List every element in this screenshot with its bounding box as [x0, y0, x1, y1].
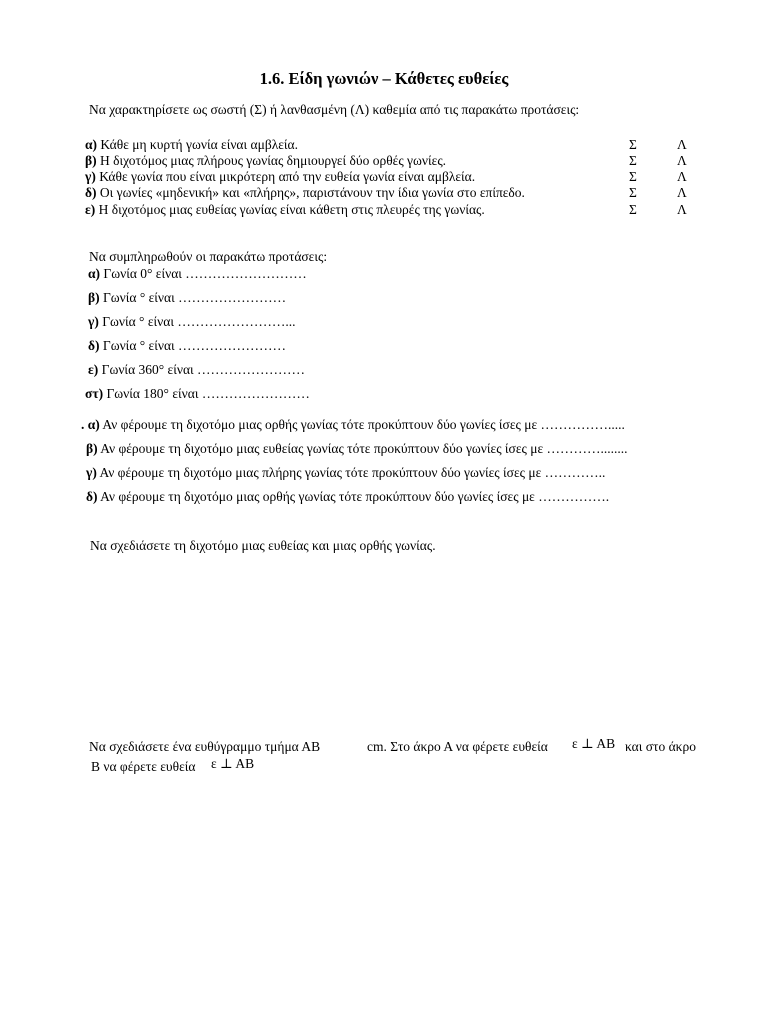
tf-item-text: Οι γωνίες «μηδενική» και «πλήρης», παριστάνουν την ίδια γωνία στο επίπεδο. [99, 185, 525, 200]
tf-true-mark[interactable]: Σ [629, 169, 637, 184]
tf-item-label: α) [85, 137, 98, 152]
tf-item-text: Η διχοτόμος μιας πλήρους γωνίας δημιουργεί δύο ορθές γωνίες. [99, 153, 447, 168]
tf-item-c [85, 169, 475, 185]
bisector-item-label: β) [86, 441, 98, 456]
fill-item-text: Γωνία ° είναι ……………………... [102, 314, 296, 329]
draw-bisector-instruction: Να σχεδιάσετε τη διχοτόμο μιας ευθείας και μιας ορθής γωνίας. [90, 538, 436, 553]
fill-item-text: Γωνία 0° είναι ……………………… [103, 266, 307, 281]
tf-item-label: δ) [85, 185, 97, 200]
tf-false-mark[interactable]: Λ [677, 137, 687, 152]
fill-intro: Να συμπληρωθούν οι παρακάτω προτάσεις: [89, 249, 328, 264]
tf-true-mark[interactable]: Σ [629, 153, 637, 168]
fill-item-f[interactable] [85, 386, 310, 402]
bisector-item-text: Αν φέρουμε τη διχοτόμο μιας ορθής γωνίας τότε προκύπτουν δύο γωνίες ίσες με ……………..... [102, 417, 625, 432]
fill-item-label: α) [88, 266, 101, 281]
bisector-item-label: α) [87, 417, 100, 432]
bisector-item-text: Αν φέρουμε τη διχοτόμο μιας πλήρης γωνίας τότε προκύπτουν δύο γωνίες ίσες με ………….. [99, 465, 606, 480]
fill-item-a[interactable] [88, 266, 307, 282]
bisector-item-a[interactable] [81, 417, 625, 433]
tf-item-b [85, 153, 446, 169]
tf-intro: Να χαρακτηρίσετε ως σωστή (Σ) ή λανθασμένη (Λ) καθεμία από τις παρακάτω προτάσεις: [89, 102, 580, 117]
fill-item-text: Γωνία ° είναι …………………… [102, 290, 287, 305]
bisector-item-b[interactable] [86, 441, 628, 457]
draw-segment-part1: Να σχεδιάσετε ένα ευθύγραμμο τμήμα ΑΒ [89, 739, 321, 754]
bisector-item-c[interactable] [86, 465, 605, 481]
bisector-item-d[interactable] [86, 489, 609, 505]
fill-item-label: δ) [88, 338, 100, 353]
bisector-item-label: γ) [86, 465, 97, 480]
page-title: 1.6. Είδη γωνιών – Κάθετες ευθείες [259, 69, 509, 88]
bisector-item-text: Αν φέρουμε τη διχοτόμο μιας ορθής γωνίας τότε προκύπτουν δύο γωνίες ίσες με ……………. [100, 489, 610, 504]
fill-item-label: γ) [88, 314, 99, 329]
bisector-item-label: δ) [86, 489, 98, 504]
tf-item-label: ε) [85, 202, 96, 217]
fill-item-text: Γωνία 180° είναι …………………… [106, 386, 310, 401]
perpendicular-label-2: ε ⊥ ΑΒ [211, 756, 255, 771]
tf-item-text: Η διχοτόμος μιας ευθείας γωνίας είναι κάθετη στις πλευρές της γωνίας. [98, 202, 485, 217]
fill-item-c[interactable] [88, 314, 295, 330]
draw-segment-unit: cm. Στο άκρο Α να φέρετε ευθεία [367, 739, 548, 754]
drawing-area-bisector[interactable] [85, 565, 685, 725]
tf-false-mark[interactable]: Λ [677, 169, 687, 184]
draw-segment-line2: Β να φέρετε ευθεία [91, 759, 196, 774]
fill-item-b[interactable] [88, 290, 286, 306]
fill-item-label: στ) [85, 386, 104, 401]
tf-item-e [85, 202, 485, 218]
bisector-item-text: Αν φέρουμε τη διχοτόμο μιας ευθείας γωνίας τότε προκύπτουν δύο γωνίες ίσες με …………........ [100, 441, 628, 456]
fill-item-label: β) [88, 290, 100, 305]
tf-item-d [85, 185, 525, 201]
tf-true-mark[interactable]: Σ [629, 137, 637, 152]
tf-false-mark[interactable]: Λ [677, 202, 687, 217]
tf-item-text: Κάθε μη κυρτή γωνία είναι αμβλεία. [100, 137, 298, 152]
perpendicular-label-1: ε ⊥ ΑΒ [572, 736, 616, 751]
fill-item-text: Γωνία 360° είναι …………………… [101, 362, 306, 377]
tf-true-mark[interactable]: Σ [629, 202, 637, 217]
tf-false-mark[interactable]: Λ [677, 153, 687, 168]
tf-item-label: γ) [85, 169, 96, 184]
fill-item-text: Γωνία ° είναι …………………… [102, 338, 287, 353]
tf-item-label: β) [85, 153, 97, 168]
tf-item-text: Κάθε γωνία που είναι μικρότερη από την ευθεία γωνία είναι αμβλεία. [99, 169, 476, 184]
drawing-area-segment[interactable] [85, 790, 685, 990]
fill-item-e[interactable] [88, 362, 305, 378]
fill-item-label: ε) [88, 362, 99, 377]
draw-segment-part2: και στο άκρο [625, 739, 696, 754]
fill-item-d[interactable] [88, 338, 286, 354]
tf-false-mark[interactable]: Λ [677, 185, 687, 200]
bisector-prefix: . [81, 417, 85, 432]
tf-true-mark[interactable]: Σ [629, 185, 637, 200]
tf-item-a [85, 137, 298, 153]
